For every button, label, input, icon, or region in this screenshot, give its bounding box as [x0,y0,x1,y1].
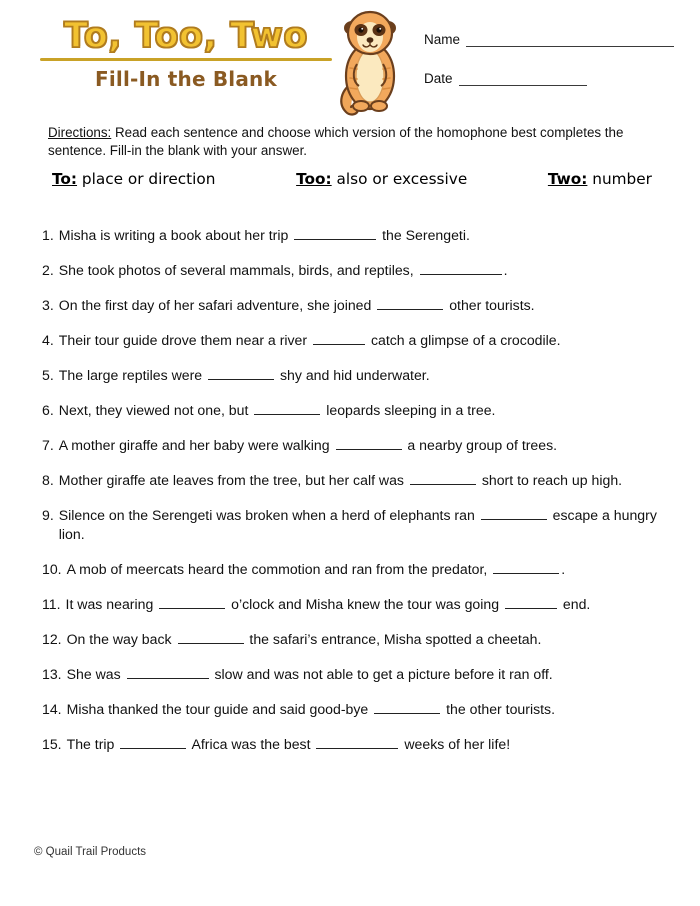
question-item [42,331,662,350]
definition-word: Two: [547,170,588,188]
question-segment: Mother giraffe ate leaves from the tree, but her calf was [58,471,404,488]
question-segment: weeks of her life! [404,735,511,752]
question-text [67,630,662,649]
question-segment: On the first day of her safari adventure, she joined [58,296,372,313]
question-item [42,471,662,490]
definition-word: To: [52,170,78,188]
answer-blank[interactable] [505,595,557,609]
question-segment: . [503,261,508,278]
answer-blank[interactable] [374,700,440,714]
question-segment: end. [562,595,591,612]
question-text [59,331,662,350]
answer-blank[interactable] [493,560,559,574]
question-number: 8. [42,471,54,488]
question-item [42,700,662,719]
question-segment: She was [66,665,121,682]
question-number: 7. [42,436,54,453]
date-field-row [424,69,686,86]
question-text [67,735,662,754]
question-item [42,401,662,420]
question-segment: a nearby group of trees. [407,436,558,453]
question-item [42,296,662,315]
question-segment: other tourists. [449,296,535,313]
answer-blank[interactable] [377,296,443,310]
question-number: 2. [42,261,54,278]
question-segment: the safari’s entrance, Misha spotted a cheetah. [249,630,542,647]
question-segment: A mob of meercats heard the commotion and ran from the predator, [66,560,488,577]
directions-label: Directions: [48,125,112,140]
question-segment: o’clock and Misha knew the tour was going [231,595,500,612]
title-block [38,18,334,91]
question-number: 15. [42,735,62,752]
question-segment: Next, they viewed not one, but [58,401,249,418]
question-segment: the Serengeti. [382,227,470,243]
question-text [59,436,662,455]
question-text [59,366,662,385]
question-number: 4. [42,331,54,348]
answer-blank[interactable] [254,401,320,415]
answer-blank[interactable] [127,665,209,679]
definition-meaning: also or excessive [331,170,468,188]
question-segment: Misha thanked the tour guide and said good-bye [66,700,369,717]
question-segment: On the way back [66,630,172,647]
question-item [42,735,662,754]
directions-text: Read each sentence and choose which version of the homophone best completes the sentence. Fill-in the blank with your answer. [48,125,624,158]
question-item [42,630,662,649]
question-text [59,261,662,280]
question-text [59,506,662,545]
page-subtitle: Fill-In the Blank [94,66,278,91]
worksheet-header [0,0,700,120]
definition-meaning: number [587,170,652,188]
question-number: 10. [42,560,62,577]
answer-blank[interactable] [336,436,402,450]
question-segment: . [561,560,566,577]
answer-blank[interactable] [316,735,398,749]
question-segment: catch a glimpse of a crocodile. [370,331,561,348]
answer-blank[interactable] [420,261,502,275]
question-item [42,366,662,385]
question-segment: shy and hid underwater. [279,366,430,383]
question-item [42,226,662,245]
answer-blank[interactable] [294,226,376,240]
question-segment: Silence on the Serengeti was broken when a herd of elephants ran [58,506,475,523]
question-number: 14. [42,700,62,717]
definition-item [296,170,467,188]
question-segment: A mother giraffe and her baby were walking [58,436,330,453]
question-segment: Africa was the best [191,735,311,752]
meerkat-icon [330,6,406,123]
question-list [42,226,662,770]
question-segment: Their tour guide drove them near a river [58,331,308,348]
question-segment: The trip [66,735,115,752]
question-text [66,595,662,614]
question-text [67,700,662,719]
date-label: Date [424,71,453,86]
question-item [42,436,662,455]
answer-blank[interactable] [410,471,476,485]
question-number: 3. [42,296,54,313]
question-number: 6. [42,401,54,418]
question-segment: leopards sleeping in a tree. [326,401,496,418]
title-divider [40,58,332,61]
question-segment: Misha is writing a book about her trip [58,227,289,243]
question-segment: short to reach up high. [481,471,623,488]
question-text [59,226,662,245]
answer-blank[interactable] [120,735,186,749]
name-date-block [424,30,686,108]
answer-blank[interactable] [159,595,225,609]
answer-blank[interactable] [208,366,274,380]
question-segment: She took photos of several mammals, birds, and reptiles, [58,261,414,278]
answer-blank[interactable] [481,506,547,520]
question-segment: slow and was not able to get a picture before it ran off. [214,665,553,682]
definition-item [52,170,215,188]
name-label: Name [424,32,461,47]
date-input[interactable] [459,73,587,86]
footer-copyright: © Quail Trail Products [34,846,147,858]
name-field-row [424,30,686,47]
question-item [42,560,662,579]
question-segment: It was nearing [65,595,154,612]
question-number: 11. [42,595,61,612]
answer-blank[interactable] [313,331,365,345]
definition-item [548,170,652,188]
definition-word: Too: [296,170,332,188]
question-item [42,506,662,545]
definition-meaning: place or direction [77,170,216,188]
question-segment: escape a hungry lion. [58,506,657,542]
question-item [42,595,662,614]
question-item [42,261,662,280]
question-segment: the other tourists. [446,700,555,717]
question-text [67,560,662,579]
question-text [59,296,662,315]
directions-block [48,124,652,160]
question-item [42,665,662,684]
question-text [59,401,662,420]
name-input[interactable] [466,34,674,47]
question-number: 13. [42,665,62,682]
question-number: 5. [42,366,54,383]
question-number: 1. [42,227,54,243]
answer-blank[interactable] [178,630,244,644]
question-text [67,665,662,684]
question-text [59,471,662,490]
question-segment: The large reptiles were [58,366,203,383]
page-title: To, Too, Two [64,16,308,56]
homophone-definitions [52,170,652,188]
question-number: 12. [42,630,62,647]
question-number: 9. [42,506,54,523]
